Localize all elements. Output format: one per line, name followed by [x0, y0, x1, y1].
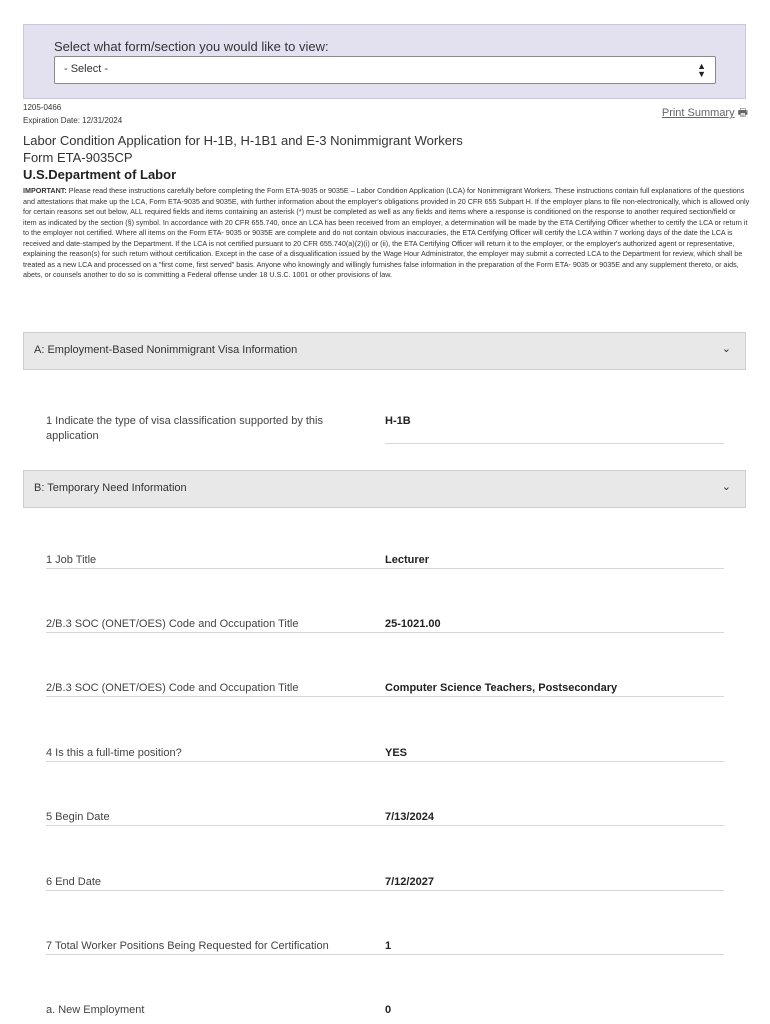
field-value-full-time: YES — [385, 747, 408, 759]
chevron-down-icon: ⌄ — [721, 481, 731, 493]
important-notice — [23, 186, 750, 281]
form-section-select[interactable] — [54, 56, 716, 84]
sort-arrows-icon: ▲ ▼ — [697, 61, 706, 79]
field-value-total-positions: 1 — [385, 940, 392, 952]
printer-icon: 🖶 — [737, 107, 748, 119]
field-value-begin-date: 7/13/2024 — [385, 811, 434, 823]
field-label-soc-code: 2/B.3 SOC (ONET/OES) Code and Occupation Title — [46, 618, 299, 630]
field-value-job-title: Lecturer — [385, 554, 430, 566]
notice-heading: IMPORTANT: — [23, 186, 67, 195]
expiration-date: Expiration Date: 12/31/2024 — [23, 116, 123, 125]
field-divider — [46, 696, 724, 697]
department-name: U.S.Department of Labor — [23, 167, 177, 182]
field-label-begin-date: 5 Begin Date — [46, 811, 110, 823]
field-divider — [46, 761, 724, 762]
field-divider — [46, 890, 724, 891]
section-a-header[interactable] — [23, 332, 746, 370]
field-value-new-employment: 0 — [385, 1004, 392, 1016]
field-divider — [46, 632, 724, 633]
section-b-header[interactable] — [23, 470, 746, 508]
field-divider — [46, 954, 724, 955]
chevron-down-icon: ⌄ — [721, 343, 731, 355]
selector-label: Select what form/section you would like to view: — [54, 39, 329, 54]
form-id: Form ETA-9035CP — [23, 150, 133, 165]
field-label-full-time: 4 Is this a full-time position? — [46, 747, 182, 759]
page-title: Labor Condition Application for H-1B, H-1B1 and E-3 Nonimmigrant Workers — [23, 133, 463, 148]
field-label-occupation-title: 2/B.3 SOC (ONET/OES) Code and Occupation Title — [46, 682, 299, 694]
field-value-soc-code: 25-1021.00 — [385, 618, 441, 630]
section-a-title: A: Employment-Based Nonimmigrant Visa Information — [34, 344, 298, 356]
form-section-selector-panel — [23, 24, 746, 99]
field-label-new-employment: a. New Employment — [46, 1004, 145, 1016]
field-divider — [46, 568, 724, 569]
omb-number: 1205-0466 — [23, 103, 62, 112]
field-label-visa-type: 1 Indicate the type of visa classification supported by this application — [46, 415, 323, 442]
print-summary-label: Print Summary — [661, 107, 735, 119]
field-divider — [385, 443, 724, 444]
notice-text: Please read these instructions carefully before completing the Form ETA-9035 or 9035E – Labor Condition Application (LCA) for Nonimmigrant Workers. These instructions contain full explanations of the questions and attestations that make up the LCA, Form ETA-9035 and 9035E, with further information about the employer's obligations provided in 20 CFR 655 Subpart H. If the employer plans to file non-electronically, which is allowed only for certain reasons set out below, ALL required fields and items containing an asterisk (*) must be completed as well as any fields and items where a response is conditioned on the response to another required section/field or item as indicated by the section (§) symbol. In accordance with 20 CFR 655.740, once an LCA has been received from an employer, a determination will be made by the ETA Certifying Officer whether to certify the LCA or return it to the employer not certified. Where all items on the Form ETA- 9035 or 9035E are complete and do not contain obvious inaccuracies, the ETA Certifying Officer will certify the LCA within 7 working days of the date the LCA is received and date-stamped by the Department. If the LCA is not certified pursuant to 20 CFR 655.740(a)(2)(i) or (ii), the ETA Certifying Officer will return it to the employer, or the employer's authorized agent or representative, explaining the reason(s) for such return without certification. Except in the case of a disqualification issued by the Wage Hour Administrator, the employer may submit a corrected LCA to the Department for review, which shall be treated as a new LCA and processed on a "first come, first served" basis. Anyone who knowingly and willingly furnishes false information in the preparation of the Form ETA- 9035 or 9035E and any supplement thereto, or aids, abets, or counsels another to do so is committing a Federal offense under 18 U.S.C. 1001 or other provisions of law. — [23, 186, 750, 279]
field-divider — [46, 825, 724, 826]
print-summary-link[interactable] — [662, 104, 748, 123]
select-value: - Select - — [64, 63, 109, 75]
field-label-end-date: 6 End Date — [46, 876, 102, 888]
field-value-end-date: 7/12/2027 — [385, 876, 434, 888]
field-value-occupation-title: Computer Science Teachers, Postsecondary — [385, 682, 618, 694]
section-b-title: B: Temporary Need Information — [34, 482, 187, 494]
field-label-total-positions: 7 Total Worker Positions Being Requested for Certification — [46, 940, 329, 952]
field-label-job-title: 1 Job Title — [46, 554, 97, 566]
field-value-visa-type: H-1B — [385, 415, 411, 427]
